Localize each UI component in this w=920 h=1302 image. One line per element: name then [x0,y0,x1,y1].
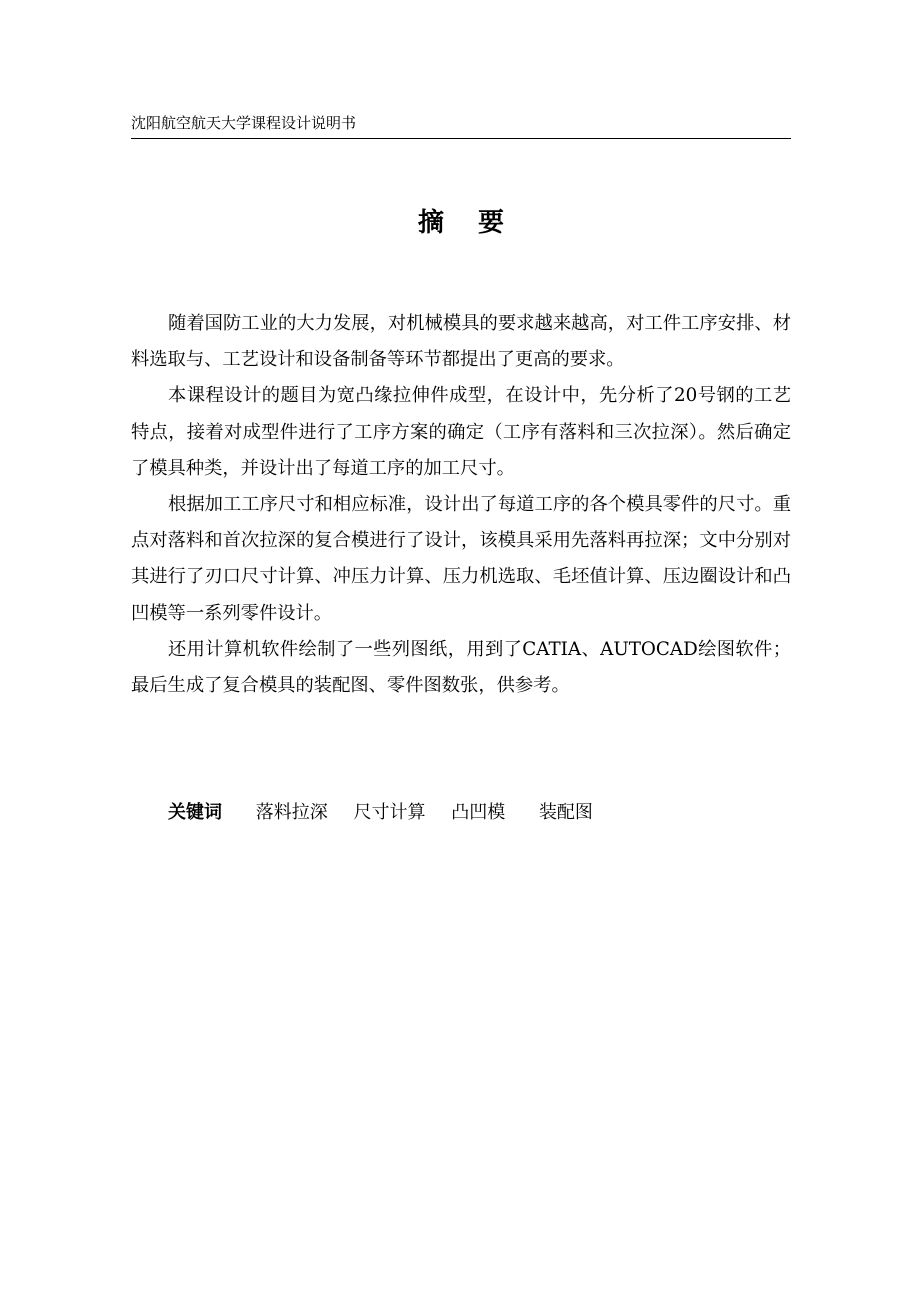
abstract-paragraph: 本课程设计的题目为宽凸缘拉伸件成型，在设计中，先分析了20号钢的工艺特点，接着对成型件进行了工序方案的确定（工序有落料和三次拉深）。然后确定了模具种类，并设计出了每道工序的加工尺寸。 [131,385,791,479]
keyword-item: 落料拉深 [255,802,328,823]
running-header [131,114,791,139]
abstract-paragraph: 根据加工工序尺寸和相应标准，设计出了每道工序的各个模具零件的尺寸。重点对落料和首次拉深的复合模进行了设计，该模具采用先落料再拉深；文中分别对其进行了刃口尺寸计算、冲压力计算、压力机选取、毛坯值计算、压边圈设计和凸凹模等一系列零件设计。 [131,494,791,624]
abstract-paragraph: 随着国防工业的大力发展，对机械模具的要求越来越高，对工件工序安排、材料选取与、工艺设计和设备制备等环节都提出了更高的要求。 [131,313,791,371]
abstract-paragraph: 还用计算机软件绘制了一些列图纸，用到了CATIA、AUTOCAD绘图软件；最后生成了复合模具的装配图、零件图数张，供参考。 [131,638,791,697]
keyword-item: 尺寸计算 [353,802,426,823]
keyword-item: 凸凹模 [451,802,506,823]
keywords-label: 关键词 [168,802,222,823]
running-header-title: 沈阳航空航天大学课程设计说明书 [131,114,357,132]
abstract-title: 摘要 [417,208,538,238]
keywords-line [168,798,613,828]
keyword-item: 装配图 [538,802,593,823]
abstract-body [131,306,791,704]
